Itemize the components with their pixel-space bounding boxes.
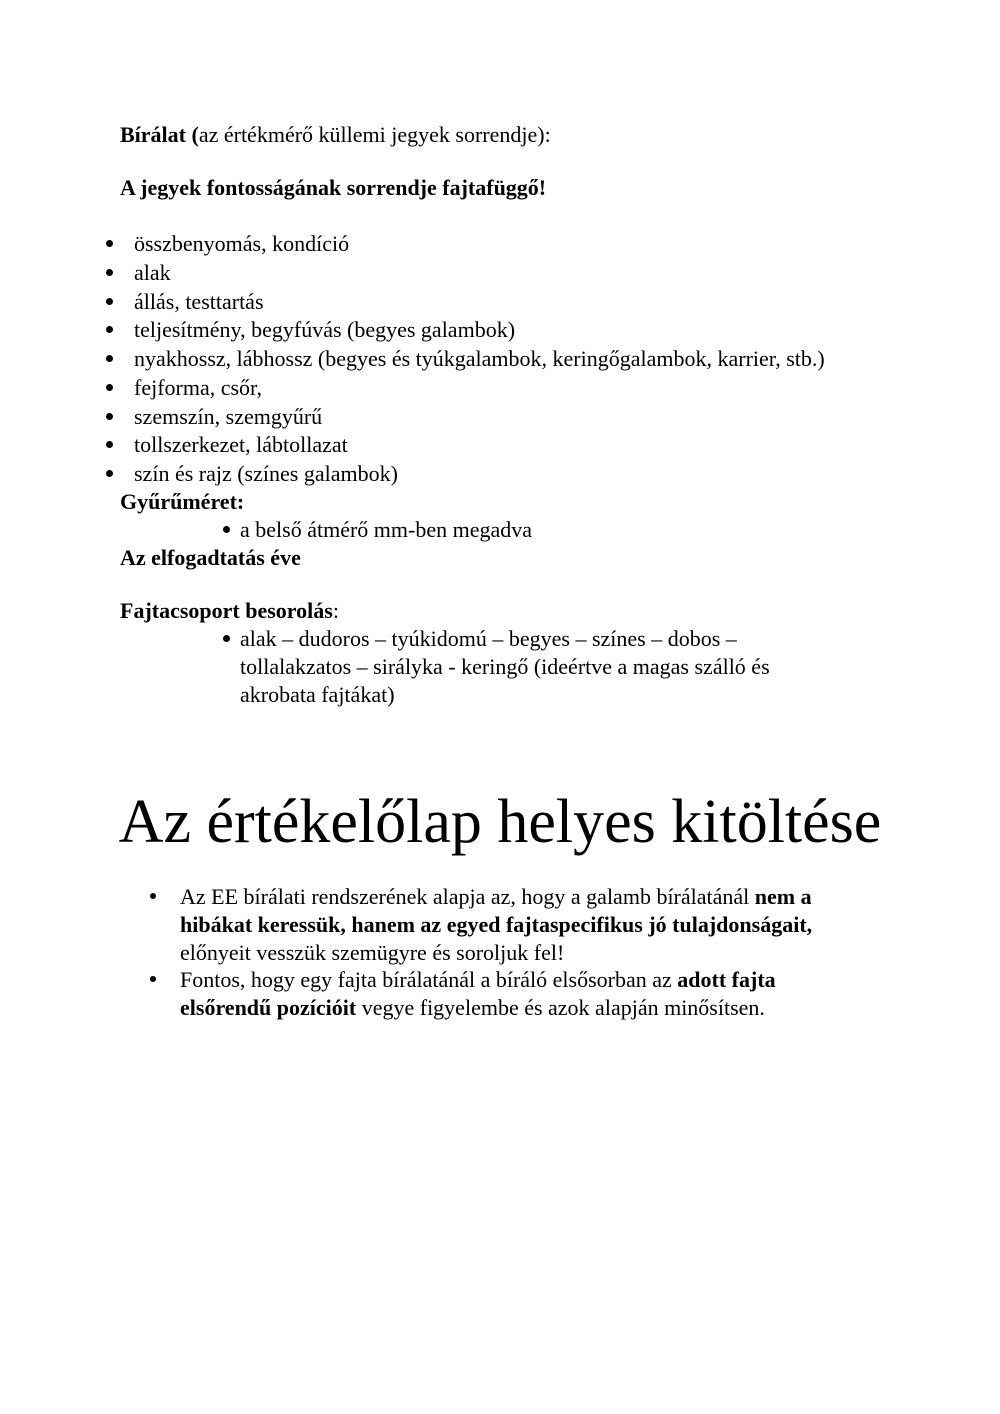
judging-heading <box>120 121 551 149</box>
breed-group-heading-rest: : <box>332 598 339 623</box>
criteria-text: teljesítmény, begyfúvás (begyes galambok) <box>134 317 516 342</box>
p1-text-b: nem a hibákat keressük, hanem az egyed fajtaspecifikus jó tulajdonságait, <box>180 884 813 937</box>
criteria-text: összbenyomás, kondíció <box>134 231 350 256</box>
bullet-icon <box>106 326 113 333</box>
bullet-icon <box>106 298 113 305</box>
p1-text-a: Az EE bírálati rendszerének alapja az, hogy a galamb bírálatánál <box>180 884 755 909</box>
breed-group-heading-bold: Fajtacsoport besorolás <box>120 598 333 623</box>
bullet-icon <box>106 470 113 477</box>
bullet-icon <box>106 413 113 420</box>
bullet-icon <box>106 384 113 391</box>
ring-size-text: a belső átmérő mm-ben megadva <box>240 517 533 542</box>
p2-text-c: vegye figyelembe és azok alapján minősítsen. <box>356 995 765 1020</box>
p2-text-b: adott fajta elsőrendű pozícióit <box>180 967 776 1020</box>
bullet-icon <box>150 976 156 982</box>
p1-text-c: előnyeit vesszük szemügyre és soroljuk fel! <box>180 940 565 965</box>
bullet-icon <box>150 893 156 899</box>
criteria-text: fejforma, csőr, <box>134 375 263 400</box>
bullet-icon <box>223 526 230 533</box>
ring-size-heading: Gyűrűméret: <box>120 489 245 514</box>
page-title: Az értékelőlap helyes kitöltése <box>118 788 882 856</box>
criteria-text: nyakhossz, lábhossz (begyes és tyúkgalambok, keringőgalambok, karrier, stb.) <box>134 346 825 371</box>
criteria-text: tollszerkezet, lábtollazat <box>134 432 348 457</box>
criteria-text: alak <box>134 260 171 285</box>
criteria-text: állás, testtartás <box>134 289 264 314</box>
judging-heading-rest: az értékmérő küllemi jegyek sorrendje): <box>198 122 551 147</box>
accepted-year-heading: Az elfogadtatás éve <box>120 545 301 570</box>
form-paragraph-1 <box>180 883 870 967</box>
bullet-icon <box>106 441 113 448</box>
importance-note: A jegyek fontosságának sorrendje fajtafüggő! <box>120 175 547 200</box>
criteria-text: szín és rajz (színes galambok) <box>134 461 398 486</box>
breed-group-line2: tollalakzatos – sirályka - keringő (ideértve a magas szálló és <box>240 654 770 679</box>
criteria-text: szemszín, szemgyűrű <box>134 404 323 429</box>
bullet-icon <box>106 269 113 276</box>
form-paragraph-2 <box>180 966 870 1022</box>
bullet-icon <box>106 355 113 362</box>
judging-heading-bold: Bírálat ( <box>120 122 199 147</box>
bullet-icon <box>106 240 113 247</box>
breed-group-heading <box>120 597 339 625</box>
p2-text-a: Fontos, hogy egy fajta bírálatánál a bíráló elsősorban az <box>180 967 678 992</box>
breed-group-line1: alak – dudoros – tyúkidomú – begyes – színes – dobos – <box>240 626 737 651</box>
breed-group-line3: akrobata fajtákat) <box>240 682 395 707</box>
bullet-icon <box>223 635 230 642</box>
